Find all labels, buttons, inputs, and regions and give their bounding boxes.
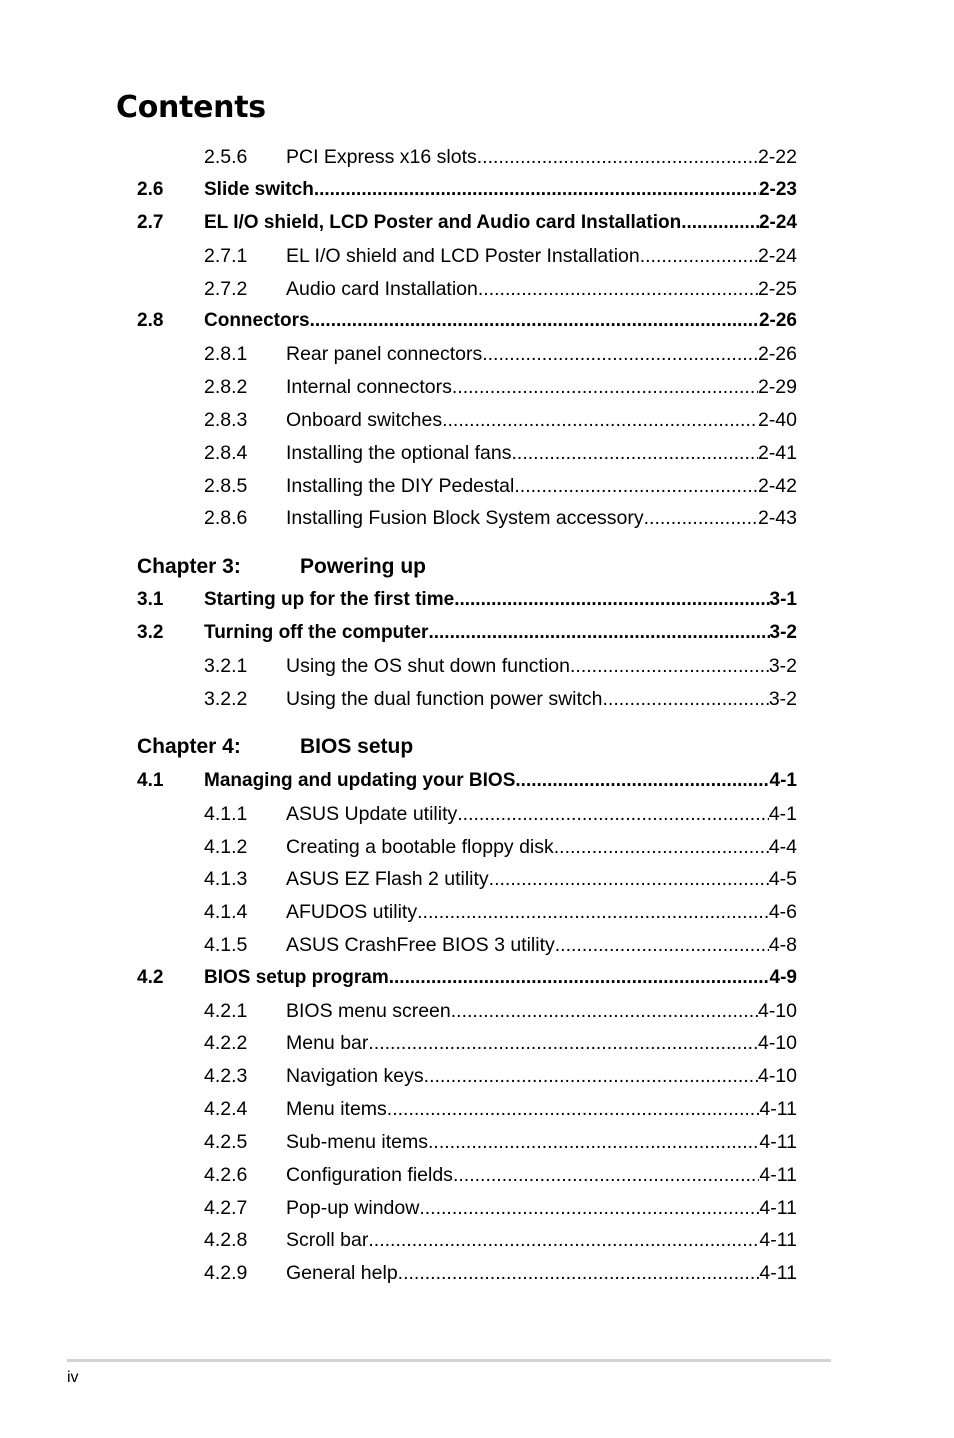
entry-title: Slide switch <box>204 179 314 200</box>
toc-section-entry[interactable] <box>0 619 954 647</box>
entry-line <box>286 931 797 959</box>
entry-line <box>286 143 797 171</box>
toc-subsection-entry[interactable] <box>0 143 954 171</box>
entry-number: 4.2.4 <box>204 1098 248 1120</box>
entry-title: Turning off the computer <box>204 622 429 643</box>
entry-page-number: 4-10 <box>757 1065 797 1087</box>
entry-number: 2.8 <box>137 310 164 331</box>
dot-leader <box>424 1062 758 1090</box>
entry-number: 3.1 <box>137 589 164 610</box>
entry-number: 4.1.5 <box>204 934 248 956</box>
entry-number: 4.2.1 <box>204 1000 248 1022</box>
entry-title: Rear panel connectors <box>286 343 483 365</box>
entry-page-number: 4-8 <box>768 934 797 956</box>
toc-subsection-entry[interactable] <box>0 504 954 532</box>
entry-line <box>286 800 797 828</box>
entry-page-number: 2-43 <box>757 507 797 529</box>
dot-leader <box>457 800 769 828</box>
chapter-heading <box>0 732 954 762</box>
entry-line <box>286 865 797 893</box>
entry-line <box>286 1095 797 1123</box>
dot-leader <box>554 833 769 861</box>
entry-number: 4.2.2 <box>204 1032 248 1054</box>
entry-title: Installing Fusion Block System accessory <box>286 507 644 529</box>
entry-page-number: 4-1 <box>769 770 797 791</box>
toc-subsection-entry[interactable] <box>0 833 954 861</box>
dot-leader <box>514 472 758 500</box>
entry-page-number: 3-2 <box>769 622 797 643</box>
toc-subsection-entry[interactable] <box>0 275 954 303</box>
entry-page-number: 3-2 <box>768 655 797 677</box>
dot-leader <box>454 586 769 614</box>
chapter-heading <box>0 552 954 582</box>
dot-leader <box>451 997 758 1025</box>
dot-leader <box>368 1029 758 1057</box>
dot-leader <box>387 1095 760 1123</box>
dot-leader <box>477 143 758 171</box>
toc-subsection-entry[interactable] <box>0 1062 954 1090</box>
dot-leader <box>368 1226 759 1254</box>
entry-page-number: 4-11 <box>759 1197 797 1219</box>
dot-leader <box>570 652 769 680</box>
chapter-title: Powering up <box>300 555 426 578</box>
entry-title: Configuration fields <box>286 1164 453 1186</box>
toc-section-entry[interactable] <box>0 767 954 795</box>
entry-number: 4.1.1 <box>204 803 248 825</box>
toc-subsection-entry[interactable] <box>0 898 954 926</box>
entry-line <box>286 1194 797 1222</box>
entry-title: Using the dual function power switch <box>286 688 603 710</box>
entry-title: Navigation keys <box>286 1065 424 1087</box>
entry-line <box>204 307 797 335</box>
entry-title: Menu bar <box>286 1032 369 1054</box>
entry-page-number: 2-24 <box>757 245 797 267</box>
toc-subsection-entry[interactable] <box>0 652 954 680</box>
entry-line <box>286 652 797 680</box>
entry-line <box>286 504 797 532</box>
toc-subsection-entry[interactable] <box>0 340 954 368</box>
entry-number: 4.1.3 <box>204 868 248 890</box>
dot-leader <box>419 1194 759 1222</box>
entry-title: Managing and updating your BIOS <box>204 770 516 791</box>
entry-title: Menu items <box>286 1098 387 1120</box>
entry-title: Installing the DIY Pedestal <box>286 475 515 497</box>
entry-title: Audio card Installation <box>286 278 478 300</box>
entry-page-number: 2-29 <box>757 376 797 398</box>
entry-line <box>286 340 797 368</box>
entry-title: Sub-menu items <box>286 1131 428 1153</box>
dot-leader <box>555 931 769 959</box>
entry-title: EL I/O shield and LCD Poster Installation <box>286 245 640 267</box>
entry-page-number: 2-42 <box>757 475 797 497</box>
entry-title: ASUS EZ Flash 2 utility <box>286 868 489 890</box>
dot-leader <box>489 865 769 893</box>
dot-leader <box>452 373 758 401</box>
toc-subsection-entry[interactable] <box>0 373 954 401</box>
entry-line <box>286 242 797 270</box>
dot-leader <box>389 964 770 992</box>
entry-page-number: 2-25 <box>757 278 797 300</box>
dot-leader <box>644 504 758 532</box>
toc-subsection-entry[interactable] <box>0 997 954 1025</box>
chapter-label: Chapter 3: <box>137 555 241 578</box>
entry-page-number: 3-2 <box>768 688 797 710</box>
entry-number: 4.2.8 <box>204 1229 248 1251</box>
entry-number: 4.1.2 <box>204 836 248 858</box>
entry-line <box>286 275 797 303</box>
entry-line <box>286 1161 797 1189</box>
dot-leader <box>310 307 759 335</box>
dot-leader <box>398 1259 760 1287</box>
entry-page-number: 4-11 <box>759 1164 797 1186</box>
toc-section-entry[interactable] <box>0 307 954 335</box>
entry-page-number: 4-11 <box>759 1098 797 1120</box>
entry-page-number: 4-10 <box>757 1032 797 1054</box>
entry-title: Installing the optional fans <box>286 442 512 464</box>
entry-title: Using the OS shut down function <box>286 655 570 677</box>
entry-line <box>204 586 797 614</box>
page-number: iv <box>67 1369 79 1386</box>
entry-number: 2.8.4 <box>204 442 248 464</box>
entry-page-number: 4-11 <box>759 1131 797 1153</box>
entry-number: 4.2.6 <box>204 1164 248 1186</box>
entry-number: 2.8.6 <box>204 507 248 529</box>
entry-page-number: 4-11 <box>759 1262 797 1284</box>
toc-subsection-entry[interactable] <box>0 931 954 959</box>
chapter-title: BIOS setup <box>300 735 414 758</box>
dot-leader <box>478 275 758 303</box>
entry-number: 2.7 <box>137 212 164 233</box>
entry-page-number: 4-9 <box>769 967 797 988</box>
entry-page-number: 2-23 <box>758 179 797 200</box>
entry-page-number: 4-10 <box>757 1000 797 1022</box>
entry-line <box>286 997 797 1025</box>
dot-leader <box>681 209 759 237</box>
entry-page-number: 4-1 <box>768 803 797 825</box>
entry-number: 2.7.1 <box>204 245 248 267</box>
dot-leader <box>482 340 758 368</box>
entry-line <box>286 406 797 434</box>
entry-line <box>286 1128 797 1156</box>
toc-subsection-entry[interactable] <box>0 865 954 893</box>
entry-number: 3.2.2 <box>204 688 248 710</box>
toc-subsection-entry[interactable] <box>0 800 954 828</box>
entry-page-number: 4-11 <box>759 1229 797 1251</box>
toc-subsection-entry[interactable] <box>0 1194 954 1222</box>
entry-title: Starting up for the first time <box>204 589 455 610</box>
toc-subsection-entry[interactable] <box>0 439 954 467</box>
entry-page-number: 2-26 <box>757 343 797 365</box>
entry-line <box>286 1259 797 1287</box>
entry-page-number: 4-5 <box>768 868 797 890</box>
dot-leader <box>453 1161 759 1189</box>
entry-page-number: 2-41 <box>757 442 797 464</box>
entry-line <box>286 898 797 926</box>
toc-subsection-entry[interactable] <box>0 406 954 434</box>
entry-title: BIOS setup program <box>204 967 389 988</box>
entry-number: 2.8.5 <box>204 475 248 497</box>
entry-number: 2.8.2 <box>204 376 248 398</box>
entry-page-number: 4-6 <box>768 901 797 923</box>
toc-subsection-entry[interactable] <box>0 1161 954 1189</box>
dot-leader <box>603 685 769 713</box>
entry-line <box>204 767 797 795</box>
dot-leader <box>428 619 769 647</box>
entry-line <box>204 176 797 204</box>
toc-subsection-entry[interactable] <box>0 1259 954 1287</box>
entry-line <box>286 833 797 861</box>
entry-title: Pop-up window <box>286 1197 420 1219</box>
dot-leader <box>442 406 758 434</box>
entry-page-number: 3-1 <box>769 589 797 610</box>
dot-leader <box>515 767 769 795</box>
toc-subsection-entry[interactable] <box>0 685 954 713</box>
entry-number: 4.2.3 <box>204 1065 248 1087</box>
toc-section-entry[interactable] <box>0 964 954 992</box>
entry-line <box>286 472 797 500</box>
toc-subsection-entry[interactable] <box>0 242 954 270</box>
entry-number: 4.1 <box>137 770 164 791</box>
dot-leader <box>512 439 758 467</box>
toc-subsection-entry[interactable] <box>0 1128 954 1156</box>
entry-line <box>286 439 797 467</box>
entry-number: 4.2.7 <box>204 1197 248 1219</box>
toc-subsection-entry[interactable] <box>0 1226 954 1254</box>
entry-number: 3.2.1 <box>204 655 248 677</box>
entry-number: 4.2.9 <box>204 1262 248 1284</box>
entry-page-number: 2-26 <box>758 310 797 331</box>
entry-title: AFUDOS utility <box>286 901 418 923</box>
entry-line <box>204 964 797 992</box>
dot-leader <box>417 898 769 926</box>
entry-line <box>204 619 797 647</box>
toc-subsection-entry[interactable] <box>0 472 954 500</box>
entry-title: Internal connectors <box>286 376 452 398</box>
entry-number: 4.1.4 <box>204 901 248 923</box>
chapter-label: Chapter 4: <box>137 735 241 758</box>
toc-subsection-entry[interactable] <box>0 1029 954 1057</box>
entry-number: 4.2 <box>137 967 164 988</box>
entry-title: ASUS CrashFree BIOS 3 utility <box>286 934 555 956</box>
entry-number: 2.5.6 <box>204 146 248 168</box>
entry-page-number: 4-4 <box>768 836 797 858</box>
toc-section-entry[interactable] <box>0 209 954 237</box>
entry-number: 2.8.1 <box>204 343 248 365</box>
entry-number: 3.2 <box>137 622 164 643</box>
toc-subsection-entry[interactable] <box>0 1095 954 1123</box>
entry-line <box>286 1029 797 1057</box>
entry-page-number: 2-40 <box>757 409 797 431</box>
entry-number: 2.7.2 <box>204 278 248 300</box>
toc-section-entry[interactable] <box>0 176 954 204</box>
entry-line <box>286 685 797 713</box>
page-title: Contents <box>116 90 266 125</box>
dot-leader <box>640 242 758 270</box>
entry-title: PCI Express x16 slots <box>286 146 477 168</box>
entry-number: 2.6 <box>137 179 164 200</box>
dot-leader <box>428 1128 759 1156</box>
entry-title: EL I/O shield, LCD Poster and Audio card Installation <box>204 212 682 233</box>
entry-title: General help <box>286 1262 398 1284</box>
footer-divider <box>67 1359 831 1362</box>
entry-page-number: 2-24 <box>758 212 797 233</box>
entry-line <box>286 1226 797 1254</box>
entry-title: Connectors <box>204 310 310 331</box>
entry-title: ASUS Update utility <box>286 803 458 825</box>
entry-title: Scroll bar <box>286 1229 369 1251</box>
entry-page-number: 2-22 <box>757 146 797 168</box>
entry-line <box>286 373 797 401</box>
entry-line <box>286 1062 797 1090</box>
entry-number: 4.2.5 <box>204 1131 248 1153</box>
toc-section-entry[interactable] <box>0 586 954 614</box>
entry-title: BIOS menu screen <box>286 1000 451 1022</box>
entry-title: Onboard switches <box>286 409 443 431</box>
dot-leader <box>314 176 759 204</box>
entry-line <box>204 209 797 237</box>
entry-title: Creating a bootable floppy disk <box>286 836 554 858</box>
entry-number: 2.8.3 <box>204 409 248 431</box>
